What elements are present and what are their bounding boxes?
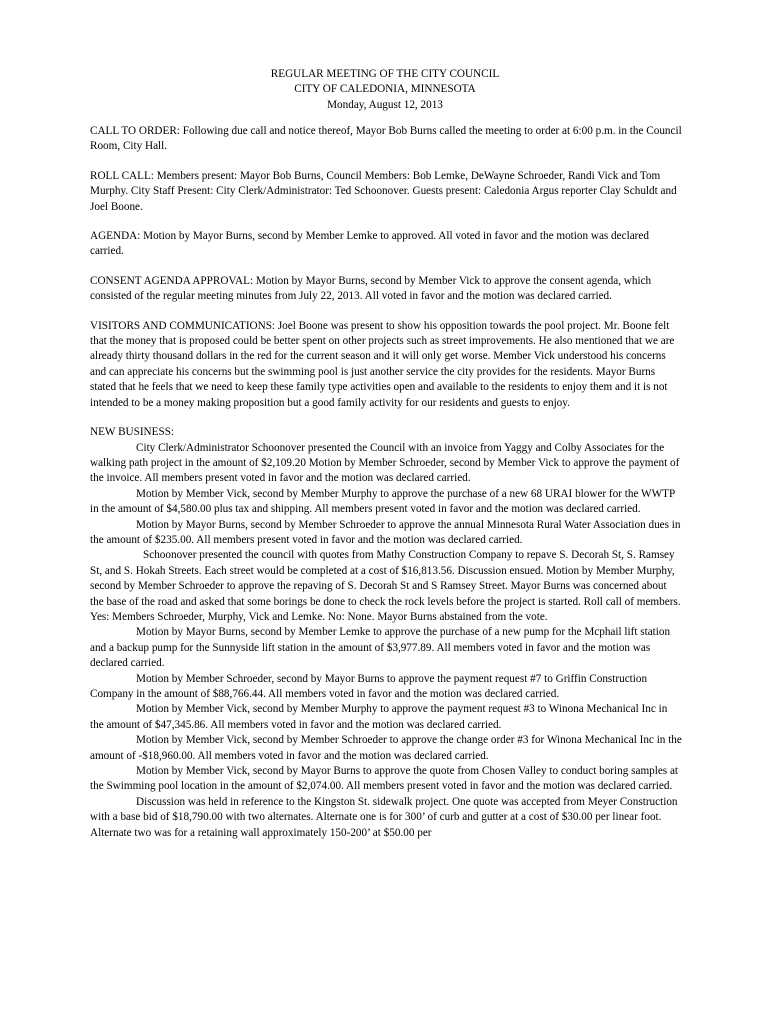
- minutes-body: [90, 124, 682, 841]
- city-name: CITY OF CALEDONIA, MINNESOTA: [294, 83, 476, 96]
- new-business-item: Discussion was held in reference to the Kingston St. sidewalk project. One quote was accepted from Meyer Construction with a base bid of $18,790.00 with two alternates. Alternate one is for 300’ of curb and gutter at a cost of $30.00 per linear foot. Alternate two was for a retaining wall approximately 150-200’ at $50.00 per: [90, 795, 678, 839]
- new-business-item: City Clerk/Administrator Schoonover presented the Council with an invoice from Yaggy and Colby Associates for the walking path project in the amount of $2,109.20 Motion by Member Schroeder, second by Member Vick to approve the payment of the invoice. All members present voted in favor and the motion was declared carried.: [90, 441, 680, 485]
- new-business-item: Motion by Mayor Burns, second by Member Schroeder to approve the annual Minnesota Rural Water Association dues in the amount of $235.00. All members present voted in favor and the motion was declared carried.: [90, 518, 681, 546]
- visitors-and-communications: VISITORS AND COMMUNICATIONS: Joel Boone was present to show his opposition towards the pool project. Mr. Boone felt that the money that is proposed could be better spent on other projects such as street improvements. He also mentioned that we are already thirty thousand dollars in the red for the current season and it will only get worse. Member Vick understood his concerns and can appreciate his concerns but the swimming pool is just another service the city provides for the residents. Mayor Burns stated that he feels that we need to keep these family type activities open and available to the residents to enjoy them and it is not intended to be a money making proposition but a good family activity for our residents and guests to enjoy.: [90, 319, 675, 409]
- meeting-title: REGULAR MEETING OF THE CITY COUNCIL: [270, 68, 500, 80]
- meeting-date: Monday, August 12, 2013: [327, 98, 443, 111]
- document-heading: [90, 67, 680, 113]
- new-business-item: Schoonover presented the council with quotes from Mathy Construction Company to repave S. Decorah St, S. Ramsey St, and S. Hokah Streets. Each street would be completed at a cost of $16,813.56. Discussion ensued. Motion by Member Murphy, second by Member Schroeder to approve the repaving of S. Decorah St and S Ramsey Street. Mayor Burns was concerned about the base of the road and asked that some borings be done to check the rock levels before the project is started. Roll call of members. Yes: Members Schroeder, Murphy, Vick and Lemke. No: None. Mayor Burns abstained from the vote.: [90, 549, 681, 623]
- call-to-order: CALL TO ORDER: Following due call and notice thereof, Mayor Bob Burns called the meeting to order at 6:00 p.m. in the Council Room, City Hall.: [90, 125, 682, 153]
- new-business-item: Motion by Member Vick, second by Mayor Burns to approve the quote from Chosen Valley to conduct boring samples at the Swimming pool location in the amount of $2,074.00. All members present voted in favor and the motion was declared carried.: [90, 765, 679, 793]
- new-business-item: Motion by Member Vick, second by Member Schroeder to approve the change order #3 for Winona Mechanical Inc in the amount of -$18,960.00. All members voted in favor and the motion was declared carried.: [90, 734, 682, 762]
- roll-call: ROLL CALL: Members present: Mayor Bob Burns, Council Members: Bob Lemke, DeWayne Schroeder, Randi Vick and Tom Murphy. City Staff Present: City Clerk/Administrator: Ted Schoonover. Guests present: Caledonia Argus reporter Clay Schuldt and Joel Boone.: [90, 169, 677, 213]
- new-business-item: Motion by Member Vick, second by Member Murphy to approve the payment request #3 to Winona Mechanical Inc in the amount of $47,345.86. All members voted in favor and the motion was declared carried.: [90, 703, 668, 731]
- consent-agenda-approval: CONSENT AGENDA APPROVAL: Motion by Mayor Burns, second by Member Vick to approve the consent agenda, which consisted of the regular meeting minutes from July 22, 2013. All voted in favor and the motion was declared carried.: [90, 274, 652, 303]
- new-business-item: Motion by Member Vick, second by Member Murphy to approve the purchase of a new 68 URAI blower for the WWTP in the amount of $4,580.00 plus tax and shipping. All members present voted in favor and the motion was declared carried.: [90, 487, 675, 516]
- agenda: AGENDA: Motion by Mayor Burns, second by Member Lemke to approved. All voted in favor and the motion was declared carried.: [90, 230, 649, 258]
- new-business-heading: NEW BUSINESS:: [90, 426, 175, 439]
- new-business-item: Motion by Mayor Burns, second by Member Lemke to approve the purchase of a new pump for the Mcphail lift station and a backup pump for the Sunnyside lift station in the amount of $3,977.89. All members voted in favor and the motion was declared carried.: [90, 626, 671, 670]
- new-business-item: Motion by Member Schroeder, second by Mayor Burns to approve the payment request #7 to Griffin Construction Company in the amount of $88,766.44. All members voted in favor and the motion was declared carried.: [90, 672, 648, 700]
